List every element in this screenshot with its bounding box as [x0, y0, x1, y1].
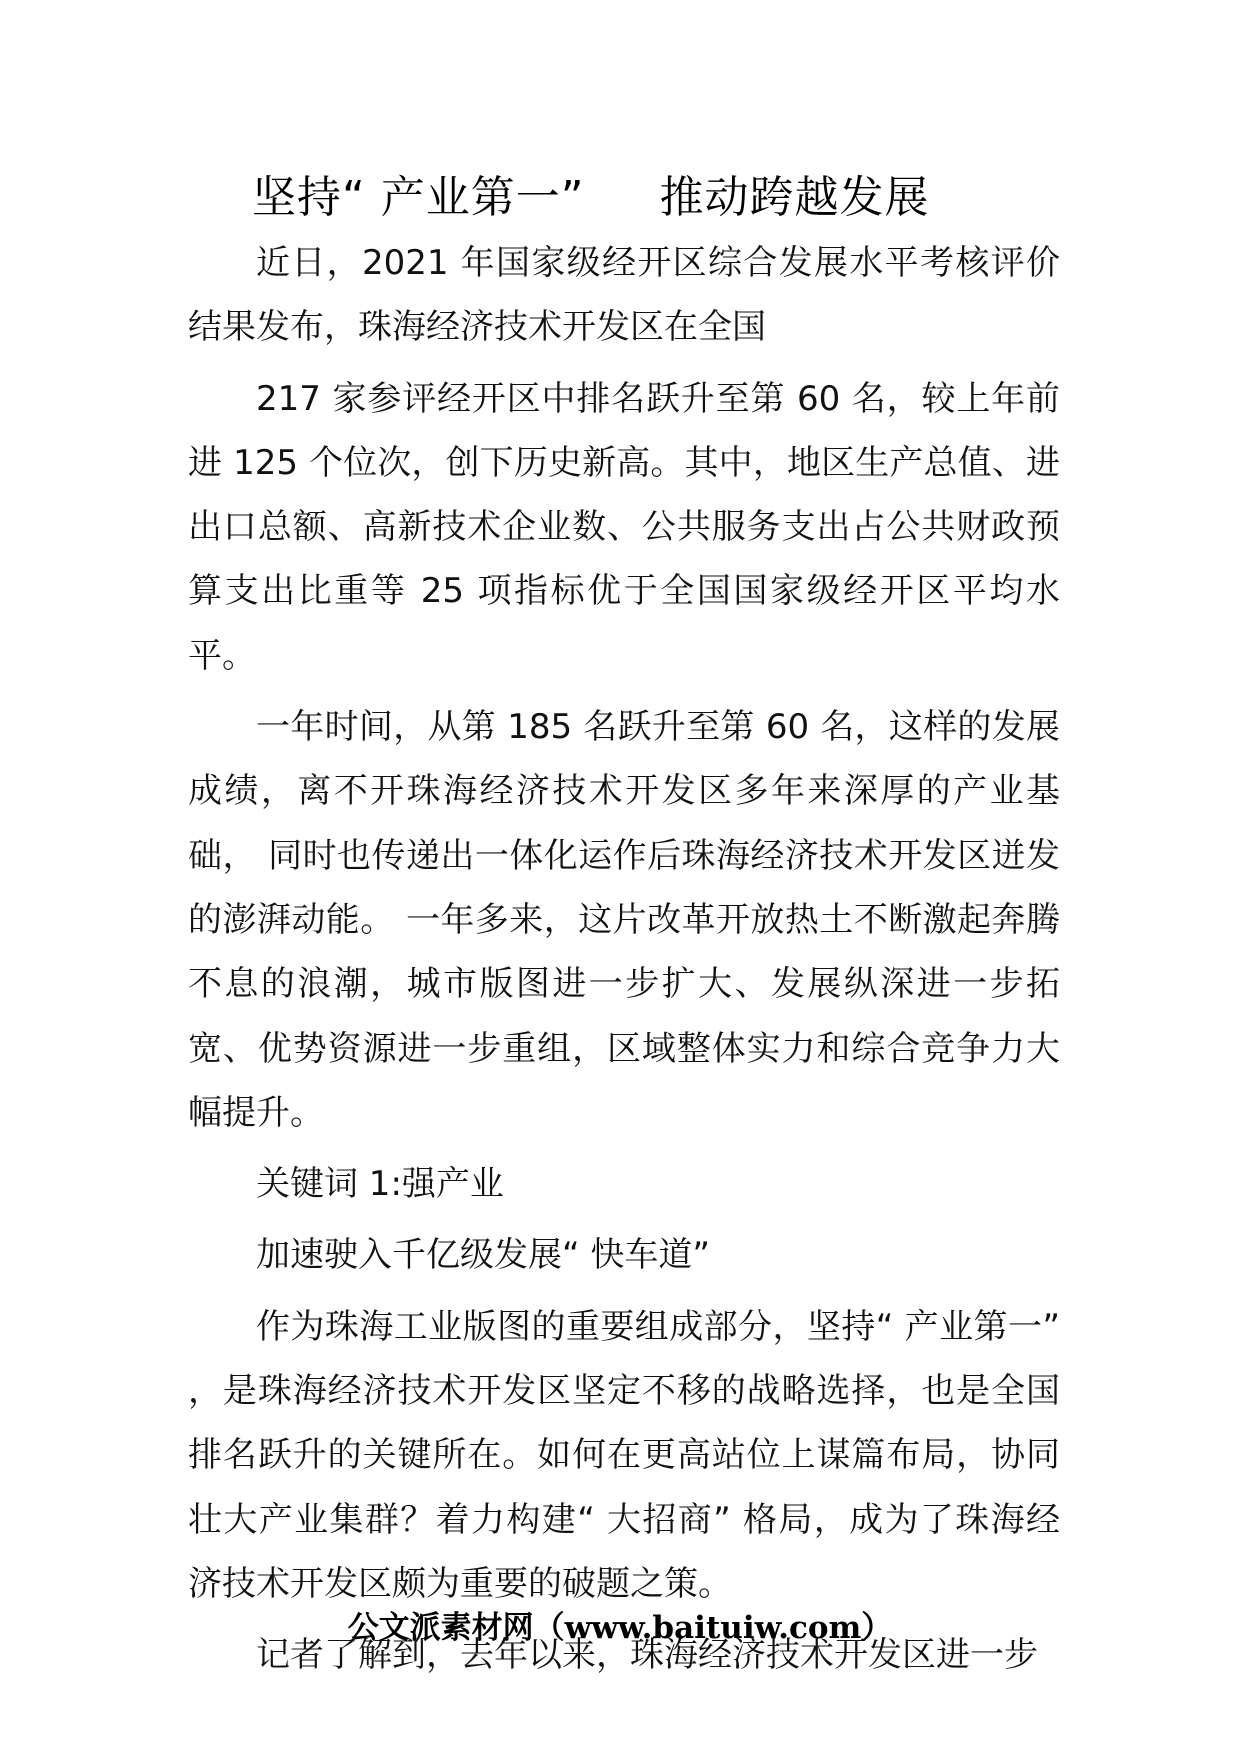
paragraph: 记者了解到，去年以来，珠海经济技术开发区进一步: [256, 1635, 1038, 1676]
paragraph: 作为珠海工业版图的重要组成部分，坚持“ 产业第一” ，是珠海经济技术开发区坚定不移的战略选择，也是全国排名跃升的关键所在。如何在更高站位上谋篇布局，协同壮大产业集群？着力构建“ 大招商” 格局，成为了珠海经济技术开发区颇为重要的破题之策。: [188, 1306, 1060, 1604]
section-subheading: 加速驶入千亿级发展“ 快车道”: [256, 1235, 711, 1276]
paragraph: 近日，2021 年国家级经开区综合发展水平考核评价结果发布，珠海经济技术开发区在全国: [188, 243, 1060, 348]
document-body: [188, 231, 1060, 1688]
footer-source: 公文派素材网（www.baituiw.com）: [347, 1610, 893, 1646]
paragraph: 217 家参评经开区中排名跃升至第 60 名，较上年前进 125 个位次，创下历史新高。其中，地区生产总值、进出口总额、高新技术企业数、公共服务支出占公共财政预算支出比重等 25 项指标优于全国国家级经开区平均水平。: [188, 378, 1060, 676]
section-keyword-heading: 关键词 1:强产业: [256, 1164, 504, 1205]
document-title: 坚持“ 产业第一” 推动跨越发展: [252, 172, 930, 223]
paragraph: 一年时间，从第 185 名跃升至第 60 名，这样的发展成绩，离不开珠海经济技术开发区多年来深厚的产业基础， 同时也传递出一体化运作后珠海经济技术开发区迸发的澎湃动能。 一年多来，这片改革开放热土不断激起奔腾不息的浪潮，城市版图进一步扩大、发展纵深进一步拓宽、优势资源进一步重组，区域整体实力和综合竞争力大幅提升。: [188, 707, 1060, 1133]
